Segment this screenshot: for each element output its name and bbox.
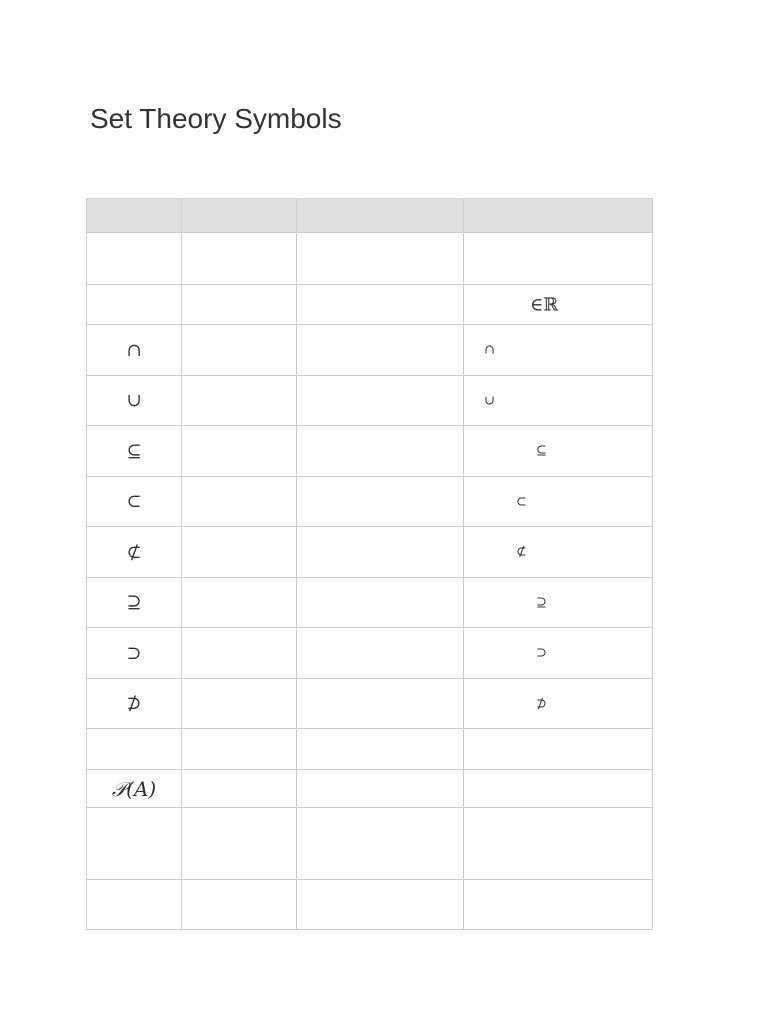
table-row <box>87 770 653 808</box>
name-cell <box>182 426 297 477</box>
example-cell <box>464 578 653 628</box>
proper-subset-symbol: ⊂ <box>87 477 182 527</box>
example-not-superset: ⊅ <box>536 696 547 711</box>
table-row <box>87 426 653 477</box>
table-row <box>87 477 653 527</box>
subset-equal-symbol: ⊆ <box>87 426 182 477</box>
meaning-cell <box>297 770 464 808</box>
header-example <box>464 199 653 233</box>
header-name <box>182 199 297 233</box>
union-symbol: ∪ <box>87 376 182 426</box>
meaning-cell <box>297 808 464 880</box>
example-union: ∪ <box>484 393 495 408</box>
table-row <box>87 285 653 325</box>
name-cell <box>182 285 297 325</box>
example-cell <box>464 477 653 527</box>
name-cell <box>182 729 297 770</box>
example-cell <box>464 880 653 930</box>
set-symbols-table <box>86 198 653 930</box>
meaning-cell <box>297 285 464 325</box>
symbol-cell <box>87 233 182 285</box>
example-cell <box>464 426 653 477</box>
meaning-cell <box>297 880 464 930</box>
intersection-symbol: ∩ <box>87 325 182 376</box>
header-meaning <box>297 199 464 233</box>
example-cell <box>464 679 653 729</box>
table-row <box>87 376 653 426</box>
proper-superset-symbol: ⊃ <box>87 628 182 679</box>
meaning-cell <box>297 628 464 679</box>
meaning-cell <box>297 426 464 477</box>
example-cell <box>464 233 653 285</box>
symbol-cell <box>87 808 182 880</box>
meaning-cell <box>297 679 464 729</box>
superset-equal-symbol: ⊇ <box>87 578 182 628</box>
meaning-cell <box>297 477 464 527</box>
name-cell <box>182 808 297 880</box>
meaning-cell <box>297 578 464 628</box>
table-row <box>87 527 653 578</box>
symbol-cell <box>87 285 182 325</box>
example-subset-equal: ⊆ <box>536 443 547 459</box>
table-header-row <box>87 199 653 233</box>
example-cell <box>464 527 653 578</box>
example-superset-equal: ⊇ <box>536 595 547 610</box>
example-cell <box>464 376 653 426</box>
meaning-cell <box>297 729 464 770</box>
example-cell <box>464 325 653 376</box>
symbol-cell <box>87 880 182 930</box>
symbol-cell <box>87 729 182 770</box>
not-subset-symbol: ⊄ <box>87 527 182 578</box>
name-cell <box>182 679 297 729</box>
meaning-cell <box>297 376 464 426</box>
table-row <box>87 729 653 770</box>
example-cell <box>464 285 653 325</box>
example-proper-subset: ⊂ <box>516 494 527 509</box>
table-row <box>87 880 653 930</box>
example-cell <box>464 770 653 808</box>
meaning-cell <box>297 325 464 376</box>
table-row <box>87 808 653 880</box>
table-row <box>87 325 653 376</box>
example-cell <box>464 808 653 880</box>
example-cell <box>464 628 653 679</box>
example-proper-superset: ⊃ <box>536 645 547 661</box>
name-cell <box>182 527 297 578</box>
name-cell <box>182 770 297 808</box>
table-row <box>87 578 653 628</box>
example-not-subset: ⊄ <box>516 544 527 560</box>
table-row <box>87 679 653 729</box>
power-set-symbol: 𝒫(A) <box>87 770 182 808</box>
example-element-of-reals: ∈ℝ <box>530 294 559 315</box>
name-cell <box>182 628 297 679</box>
name-cell <box>182 880 297 930</box>
example-intersection: ∩ <box>484 342 495 358</box>
page-title: Set Theory Symbols <box>90 103 342 134</box>
name-cell <box>182 325 297 376</box>
meaning-cell <box>297 233 464 285</box>
meaning-cell <box>297 527 464 578</box>
not-superset-symbol: ⊅ <box>87 679 182 729</box>
table-row <box>87 233 653 285</box>
table-row <box>87 628 653 679</box>
name-cell <box>182 477 297 527</box>
name-cell <box>182 578 297 628</box>
header-symbol <box>87 199 182 233</box>
name-cell <box>182 376 297 426</box>
example-cell <box>464 729 653 770</box>
name-cell <box>182 233 297 285</box>
